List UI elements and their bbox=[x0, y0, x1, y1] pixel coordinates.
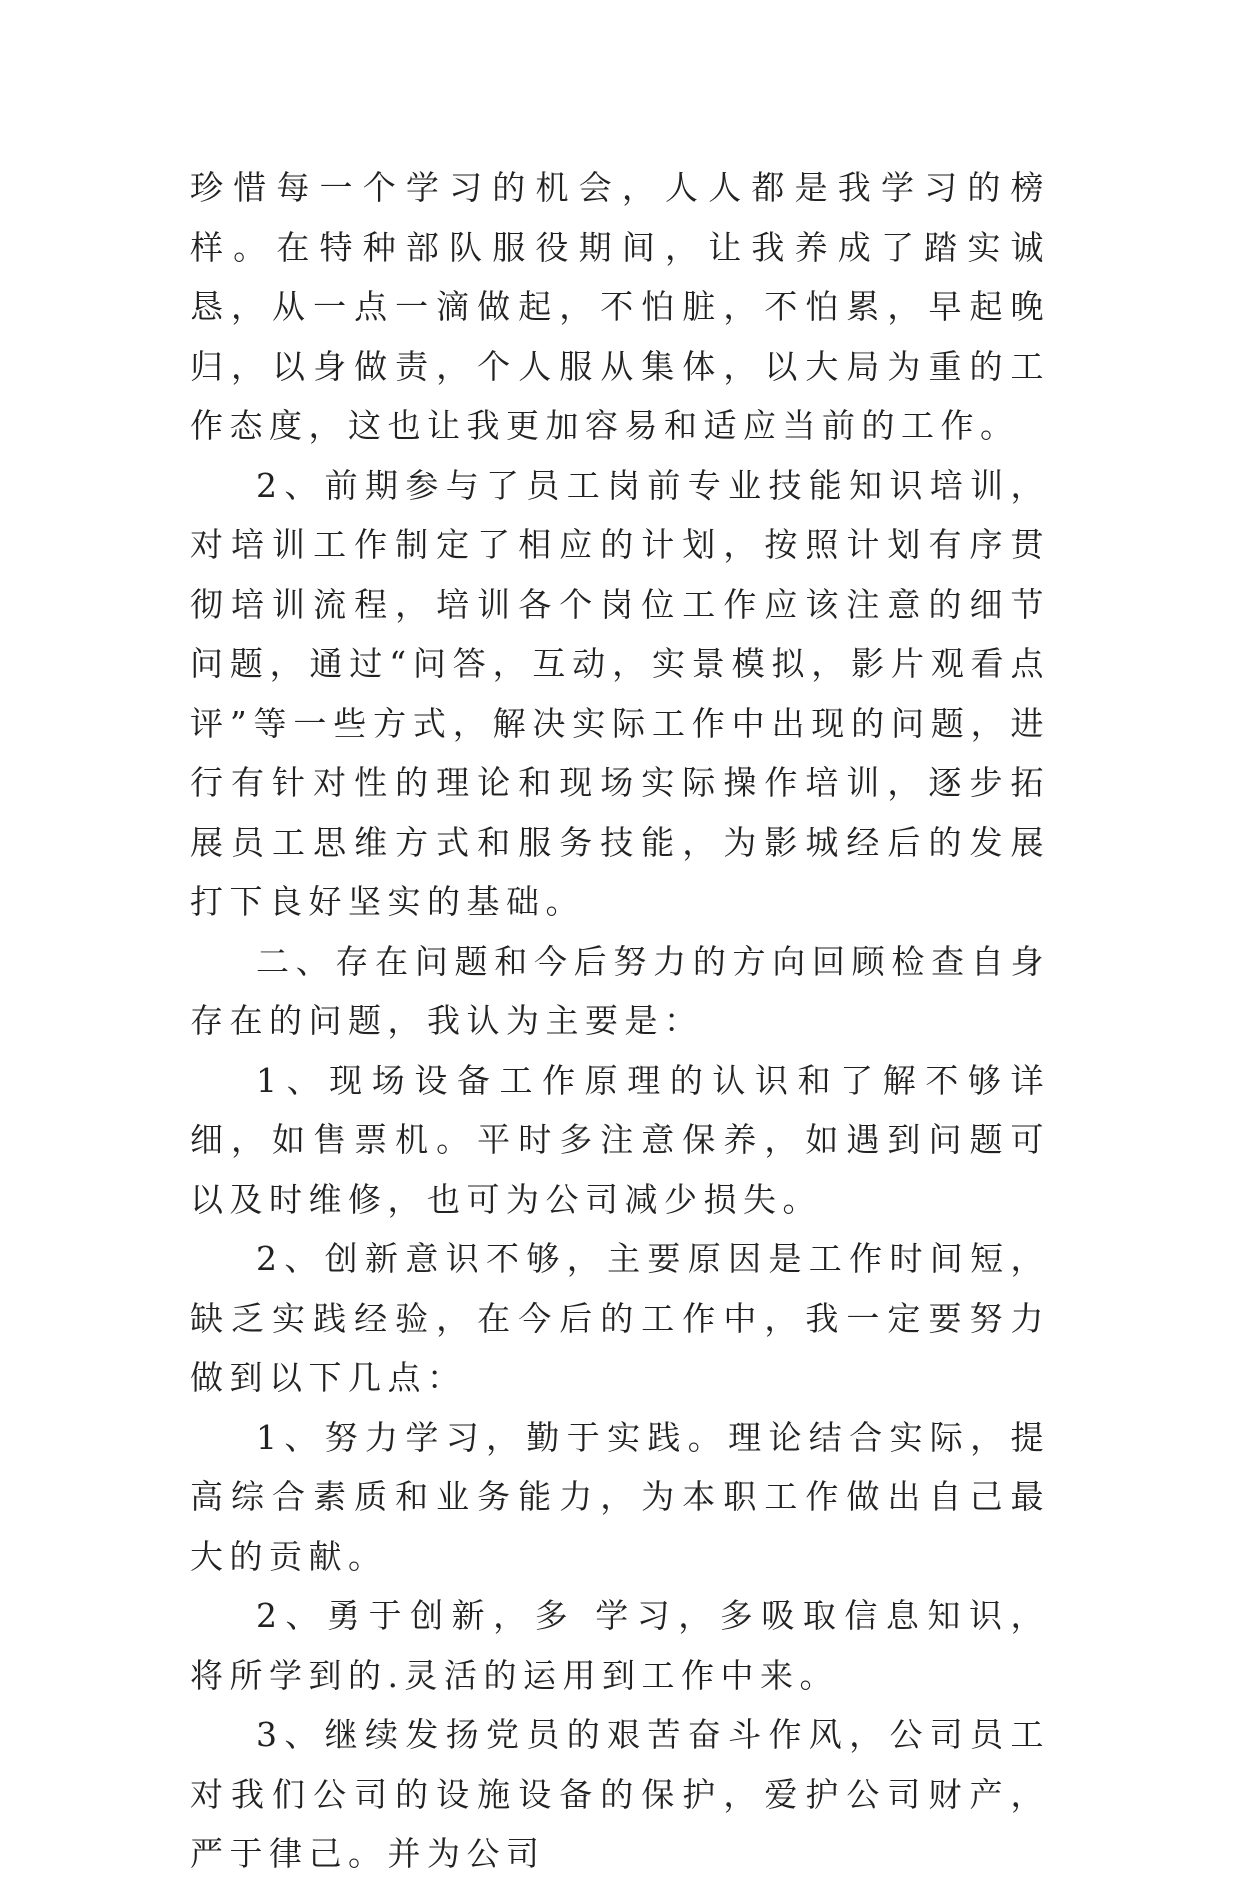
document-body bbox=[190, 158, 1050, 1884]
paragraph-problem-2: 2、创新意识不够，主要原因是工作时间短，缺乏实践经验，在今后的工作中，我一定要努力做到以下几点： bbox=[190, 1239, 1050, 1397]
paragraph-goal-2: 2、勇于创新，多 学习，多吸取信息知识，将所学到的.灵活的运用到工作中来。 bbox=[190, 1596, 1050, 1695]
paragraph-training: 2、前期参与了员工岗前专业技能知识培训，对培训工作制定了相应的计划，按照计划有序贯彻培训流程，培训各个岗位工作应该注意的细节问题，通过“问答，互动，实景模拟，影片观看点评”等一些方式，解决实际工作中出现的问题，进行有针对性的理论和现场实际操作培训，逐步拓展员工思维方式和服务技能，为影城经后的发展打下良好坚实的基础。 bbox=[190, 465, 1050, 921]
paragraph-section-problems: 二、存在问题和今后努力的方向回顾检查自身存在的问题，我认为主要是： bbox=[190, 941, 1050, 1040]
paragraph-goal-3: 3、继续发扬党员的艰苦奋斗作风，公司员工对我们公司的设施设备的保护，爱护公司财产，严于律己。并为公司 bbox=[190, 1715, 1050, 1873]
paragraph-goal-1: 1、努力学习，勤于实践。理论结合实际，提高综合素质和业务能力，为本职工作做出自己最大的贡献。 bbox=[190, 1417, 1050, 1576]
paragraph-problem-1: 1、现场设备工作原理的认识和了解不够详细，如售票机。平时多注意保养，如遇到问题可以及时维修，也可为公司减少损失。 bbox=[190, 1060, 1050, 1219]
paragraph-intro-continued: 珍惜每一个学习的机会，人人都是我学习的榜样。在特种部队服役期间，让我养成了踏实诚恳，从一点一滴做起，不怕脏，不怕累，早起晚归，以身做责，个人服从集体，以大局为重的工作态度，这也让我更加容易和适应当前的工作。 bbox=[190, 168, 1050, 445]
